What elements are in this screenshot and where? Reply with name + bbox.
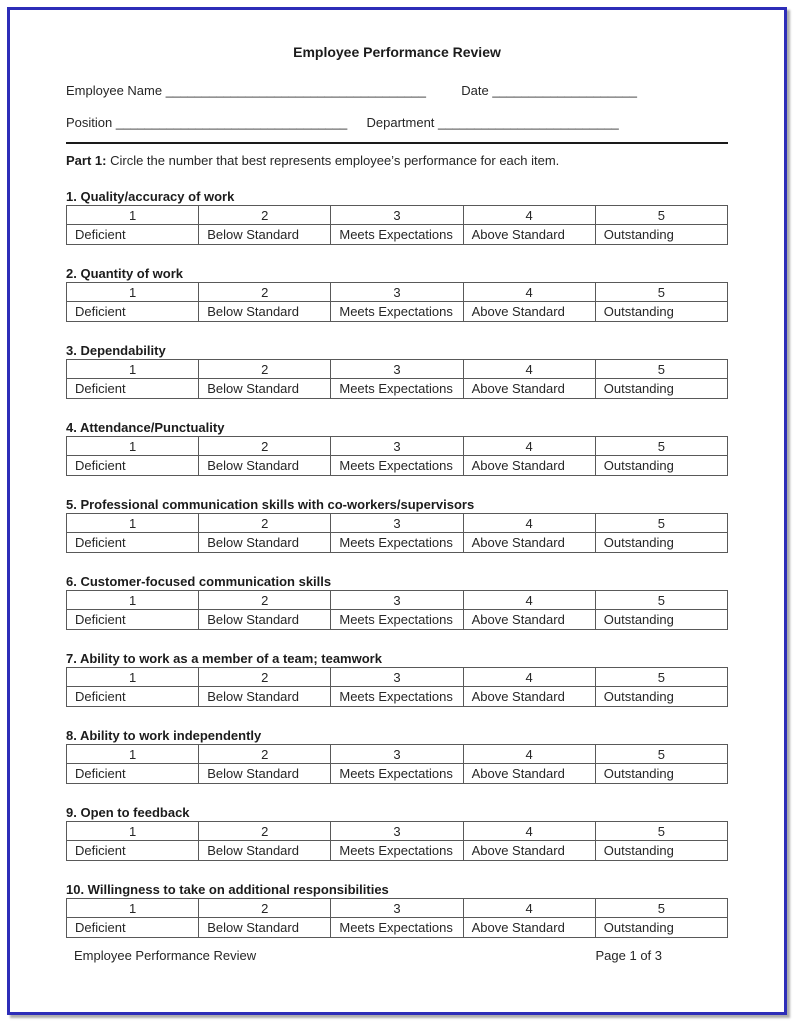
scale-label-cell: Above Standard bbox=[463, 302, 595, 322]
scale-number-cell: 5 bbox=[595, 745, 727, 764]
rating-scale-table bbox=[66, 359, 728, 399]
scale-label-cell: Below Standard bbox=[199, 456, 331, 476]
rating-scale-table bbox=[66, 744, 728, 784]
scale-number-cell: 3 bbox=[331, 437, 463, 456]
footer-page-number: Page 1 of 3 bbox=[595, 948, 662, 963]
date-label: Date bbox=[461, 83, 489, 98]
scale-label-cell: Outstanding bbox=[595, 687, 727, 707]
rating-scale-table bbox=[66, 898, 728, 938]
rating-item-title: 4. Attendance/Punctuality bbox=[66, 420, 225, 435]
scale-number-cell: 5 bbox=[595, 591, 727, 610]
scale-number-cell: 1 bbox=[67, 591, 199, 610]
scale-numbers-row bbox=[67, 360, 728, 379]
name-date-row bbox=[66, 83, 728, 99]
scale-label-cell: Below Standard bbox=[199, 302, 331, 322]
page-title: Employee Performance Review bbox=[293, 44, 501, 60]
scale-numbers-row bbox=[67, 745, 728, 764]
rating-scale-table bbox=[66, 513, 728, 553]
rating-item bbox=[66, 651, 728, 707]
scale-label-cell: Outstanding bbox=[595, 841, 727, 861]
scale-label-cell: Meets Expectations bbox=[331, 533, 463, 553]
rating-scale-table bbox=[66, 590, 728, 630]
scale-label-cell: Outstanding bbox=[595, 302, 727, 322]
scale-number-cell: 4 bbox=[463, 437, 595, 456]
scale-number-cell: 3 bbox=[331, 668, 463, 687]
scale-labels-row bbox=[67, 379, 728, 399]
rating-item-title: 8. Ability to work independently bbox=[66, 728, 262, 743]
rating-item-title: 3. Dependability bbox=[66, 343, 166, 358]
scale-numbers-row bbox=[67, 822, 728, 841]
scale-label-cell: Deficient bbox=[67, 456, 199, 476]
scale-number-cell: 3 bbox=[331, 591, 463, 610]
scale-label-cell: Outstanding bbox=[595, 533, 727, 553]
scale-label-cell: Below Standard bbox=[199, 764, 331, 784]
scale-label-cell: Outstanding bbox=[595, 610, 727, 630]
scale-number-cell: 2 bbox=[199, 206, 331, 225]
scale-labels-row bbox=[67, 764, 728, 784]
scale-label-cell: Outstanding bbox=[595, 764, 727, 784]
employee-name-label: Employee Name bbox=[66, 83, 163, 98]
scale-number-cell: 3 bbox=[331, 360, 463, 379]
scale-label-cell: Above Standard bbox=[463, 456, 595, 476]
part1-instruction-text: Circle the number that best represents employee’s performance for each item. bbox=[110, 153, 560, 168]
scale-number-cell: 1 bbox=[67, 206, 199, 225]
scale-label-cell: Below Standard bbox=[199, 918, 331, 938]
position-blank: ________________________________ bbox=[115, 115, 348, 130]
page-footer bbox=[74, 948, 662, 963]
scale-number-cell: 4 bbox=[463, 822, 595, 841]
scale-numbers-row bbox=[67, 206, 728, 225]
rating-item-title: 2. Quantity of work bbox=[66, 266, 184, 281]
rating-item bbox=[66, 728, 728, 784]
scale-label-cell: Below Standard bbox=[199, 225, 331, 245]
scale-number-cell: 2 bbox=[199, 822, 331, 841]
horizontal-divider bbox=[66, 142, 728, 144]
scale-labels-row bbox=[67, 533, 728, 553]
scale-numbers-row bbox=[67, 668, 728, 687]
scale-numbers-row bbox=[67, 899, 728, 918]
scale-labels-row bbox=[67, 610, 728, 630]
scale-number-cell: 1 bbox=[67, 745, 199, 764]
part1-label: Part 1: bbox=[66, 153, 107, 168]
rating-item bbox=[66, 266, 728, 322]
scale-labels-row bbox=[67, 456, 728, 476]
scale-number-cell: 5 bbox=[595, 360, 727, 379]
scale-labels-row bbox=[67, 687, 728, 707]
rating-item bbox=[66, 805, 728, 861]
scale-number-cell: 2 bbox=[199, 745, 331, 764]
scale-number-cell: 5 bbox=[595, 822, 727, 841]
scale-number-cell: 5 bbox=[595, 206, 727, 225]
scale-label-cell: Below Standard bbox=[199, 379, 331, 399]
rating-scale-table bbox=[66, 282, 728, 322]
scale-label-cell: Meets Expectations bbox=[331, 687, 463, 707]
scale-number-cell: 3 bbox=[331, 206, 463, 225]
scale-label-cell: Deficient bbox=[67, 379, 199, 399]
scale-number-cell: 5 bbox=[595, 514, 727, 533]
scale-number-cell: 5 bbox=[595, 899, 727, 918]
scale-label-cell: Meets Expectations bbox=[331, 302, 463, 322]
scale-number-cell: 4 bbox=[463, 745, 595, 764]
rating-item bbox=[66, 343, 728, 399]
page-content bbox=[66, 0, 728, 959]
scale-label-cell: Above Standard bbox=[463, 610, 595, 630]
scale-number-cell: 1 bbox=[67, 283, 199, 302]
rating-scale-table bbox=[66, 436, 728, 476]
scale-label-cell: Outstanding bbox=[595, 225, 727, 245]
scale-numbers-row bbox=[67, 514, 728, 533]
scale-numbers-row bbox=[67, 283, 728, 302]
scale-number-cell: 5 bbox=[595, 668, 727, 687]
scale-label-cell: Deficient bbox=[67, 918, 199, 938]
scale-label-cell: Deficient bbox=[67, 302, 199, 322]
rating-item bbox=[66, 497, 728, 553]
scale-label-cell: Meets Expectations bbox=[331, 456, 463, 476]
scale-number-cell: 3 bbox=[331, 514, 463, 533]
scale-label-cell: Meets Expectations bbox=[331, 610, 463, 630]
scale-number-cell: 4 bbox=[463, 360, 595, 379]
scale-label-cell: Deficient bbox=[67, 687, 199, 707]
rating-item bbox=[66, 189, 728, 245]
scale-number-cell: 3 bbox=[331, 899, 463, 918]
part1-items bbox=[66, 189, 728, 938]
scale-number-cell: 1 bbox=[67, 514, 199, 533]
scale-label-cell: Above Standard bbox=[463, 687, 595, 707]
rating-scale-table bbox=[66, 205, 728, 245]
scale-label-cell: Deficient bbox=[67, 533, 199, 553]
scale-label-cell: Below Standard bbox=[199, 687, 331, 707]
scale-number-cell: 4 bbox=[463, 668, 595, 687]
rating-item bbox=[66, 420, 728, 476]
scale-number-cell: 5 bbox=[595, 283, 727, 302]
scale-label-cell: Deficient bbox=[67, 764, 199, 784]
scale-numbers-row bbox=[67, 437, 728, 456]
rating-item-title: 1. Quality/accuracy of work bbox=[66, 189, 235, 204]
scale-number-cell: 2 bbox=[199, 591, 331, 610]
scale-number-cell: 5 bbox=[595, 437, 727, 456]
department-label: Department bbox=[366, 115, 435, 130]
scale-number-cell: 1 bbox=[67, 360, 199, 379]
scale-number-cell: 3 bbox=[331, 283, 463, 302]
scale-label-cell: Above Standard bbox=[463, 379, 595, 399]
scale-number-cell: 2 bbox=[199, 437, 331, 456]
scale-label-cell: Above Standard bbox=[463, 533, 595, 553]
scale-number-cell: 4 bbox=[463, 591, 595, 610]
rating-item-title: 9. Open to feedback bbox=[66, 805, 190, 820]
scale-number-cell: 1 bbox=[67, 668, 199, 687]
scale-number-cell: 4 bbox=[463, 283, 595, 302]
part1-instructions bbox=[66, 153, 728, 169]
position-department-row bbox=[66, 115, 728, 131]
scale-labels-row bbox=[67, 302, 728, 322]
scale-number-cell: 4 bbox=[463, 514, 595, 533]
position-label: Position bbox=[66, 115, 113, 130]
scale-label-cell: Meets Expectations bbox=[331, 225, 463, 245]
scale-label-cell: Above Standard bbox=[463, 764, 595, 784]
scale-label-cell: Meets Expectations bbox=[331, 379, 463, 399]
rating-item bbox=[66, 574, 728, 630]
rating-scale-table bbox=[66, 667, 728, 707]
footer-document-title: Employee Performance Review bbox=[74, 948, 257, 963]
scale-number-cell: 4 bbox=[463, 206, 595, 225]
rating-item-title: 5. Professional communication skills with co-workers/supervisors bbox=[66, 497, 475, 512]
scale-label-cell: Meets Expectations bbox=[331, 841, 463, 861]
scale-number-cell: 4 bbox=[463, 899, 595, 918]
scale-number-cell: 2 bbox=[199, 360, 331, 379]
scale-number-cell: 2 bbox=[199, 283, 331, 302]
scale-label-cell: Below Standard bbox=[199, 533, 331, 553]
scale-label-cell: Below Standard bbox=[199, 610, 331, 630]
scale-label-cell: Meets Expectations bbox=[331, 764, 463, 784]
scale-labels-row bbox=[67, 918, 728, 938]
rating-scale-table bbox=[66, 821, 728, 861]
scale-label-cell: Above Standard bbox=[463, 841, 595, 861]
scale-number-cell: 2 bbox=[199, 668, 331, 687]
scale-labels-row bbox=[67, 841, 728, 861]
scale-label-cell: Meets Expectations bbox=[331, 918, 463, 938]
date-blank: ____________________ bbox=[492, 83, 637, 98]
scale-numbers-row bbox=[67, 591, 728, 610]
scale-number-cell: 1 bbox=[67, 899, 199, 918]
employee-name-blank: ____________________________________ bbox=[165, 83, 427, 98]
scale-label-cell: Deficient bbox=[67, 841, 199, 861]
rating-item-title: 7. Ability to work as a member of a team; teamwork bbox=[66, 651, 382, 666]
scale-label-cell: Outstanding bbox=[595, 918, 727, 938]
scale-number-cell: 3 bbox=[331, 822, 463, 841]
scale-label-cell: Above Standard bbox=[463, 918, 595, 938]
scale-label-cell: Deficient bbox=[67, 610, 199, 630]
rating-item-title: 10. Willingness to take on additional responsibilities bbox=[66, 882, 389, 897]
scale-number-cell: 1 bbox=[67, 437, 199, 456]
scale-label-cell: Outstanding bbox=[595, 379, 727, 399]
scale-label-cell: Deficient bbox=[67, 225, 199, 245]
rating-item bbox=[66, 882, 728, 938]
scale-number-cell: 1 bbox=[67, 822, 199, 841]
scale-number-cell: 2 bbox=[199, 514, 331, 533]
scale-label-cell: Above Standard bbox=[463, 225, 595, 245]
scale-label-cell: Below Standard bbox=[199, 841, 331, 861]
department-blank: _________________________ bbox=[438, 115, 619, 130]
scale-label-cell: Outstanding bbox=[595, 456, 727, 476]
rating-item-title: 6. Customer-focused communication skills bbox=[66, 574, 332, 589]
scale-number-cell: 2 bbox=[199, 899, 331, 918]
scale-number-cell: 3 bbox=[331, 745, 463, 764]
scale-labels-row bbox=[67, 225, 728, 245]
